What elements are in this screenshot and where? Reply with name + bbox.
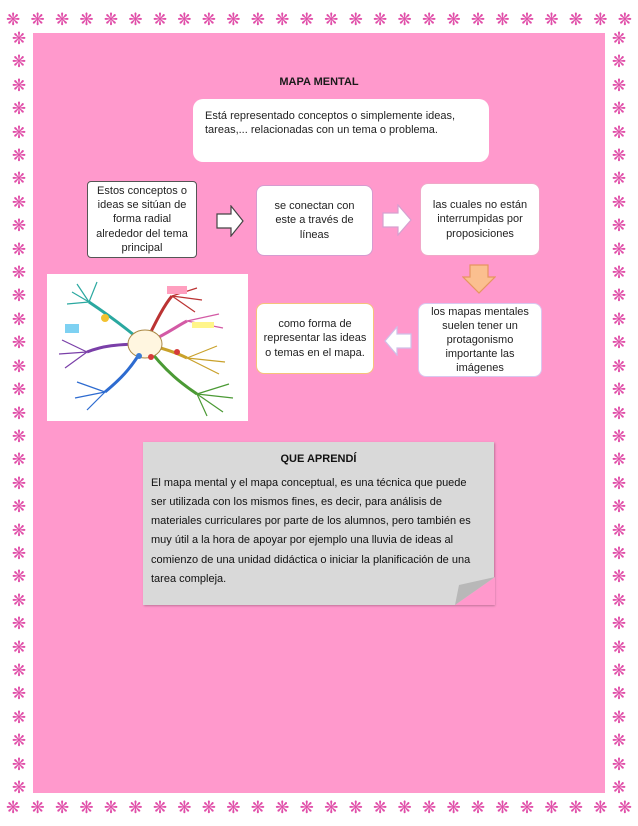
flower-icon: ❋	[373, 797, 388, 817]
flower-icon: ❋	[397, 797, 412, 817]
flower-icon: ❋	[11, 684, 27, 704]
flower-icon: ❋	[611, 614, 627, 634]
definition-text: Está representado conceptos o simplemente ideas, tareas,... relacionadas con un tema o problema.	[205, 110, 456, 137]
flower-icon: ❋	[11, 614, 27, 634]
flower-icon: ❋	[348, 797, 363, 817]
flower-icon: ❋	[299, 797, 314, 817]
flower-icon: ❋	[421, 797, 437, 817]
flower-icon: ❋	[611, 450, 627, 470]
flower-icon: ❋	[611, 52, 627, 72]
flower-icon: ❋	[11, 426, 27, 446]
flower-icon: ❋	[11, 356, 27, 376]
flower-icon: ❋	[152, 797, 168, 817]
flower-icon: ❋	[611, 684, 627, 704]
flower-icon: ❋	[11, 707, 27, 727]
flower-icon: ❋	[611, 567, 627, 587]
flower-icon: ❋	[11, 146, 27, 166]
flower-icon: ❋	[611, 707, 627, 727]
flower-icon: ❋	[11, 239, 27, 259]
decorative-border-top	[6, 8, 632, 30]
flower-icon: ❋	[11, 380, 27, 400]
concept-box-images	[418, 303, 542, 377]
concept-box-lines	[256, 185, 373, 256]
flower-icon: ❋	[611, 169, 627, 189]
flower-icon: ❋	[324, 797, 339, 817]
concept-box-propositions	[420, 183, 540, 256]
summary-body: El mapa mental y el mapa conceptual, es una técnica que puede ser utilizada con los mismos fines, es decir, para análisis de materiales curriculares por parte de los alumnos, pero también es muy útil a la hora de apoyar por ejemplo una lluvia de ideas al comienzo de una unidad didáctica o iniciar la planificación de una tarea compleja.	[151, 477, 471, 585]
flower-icon: ❋	[373, 9, 388, 29]
concept-text-propositions: las cuales no están interrumpidas por proposiciones	[432, 199, 528, 240]
flower-icon: ❋	[611, 29, 627, 48]
flower-icon: ❋	[617, 797, 632, 817]
flower-icon: ❋	[128, 9, 143, 29]
decorative-border-left	[8, 30, 30, 796]
flower-icon: ❋	[397, 9, 412, 29]
definition-box	[193, 99, 489, 162]
flower-icon: ❋	[421, 9, 437, 29]
mind-map-image	[47, 274, 248, 421]
flower-icon: ❋	[79, 9, 94, 29]
page-title: MAPA MENTAL	[279, 76, 359, 88]
flower-icon: ❋	[495, 797, 510, 817]
flower-icon: ❋	[177, 797, 192, 817]
flower-icon: ❋	[611, 637, 627, 657]
flower-icon: ❋	[593, 797, 608, 817]
flower-icon: ❋	[11, 450, 27, 470]
flower-icon: ❋	[11, 309, 27, 329]
flower-icon: ❋	[568, 9, 584, 29]
flower-icon: ❋	[11, 263, 27, 283]
flower-icon: ❋	[54, 797, 70, 817]
flower-icon: ❋	[611, 146, 627, 166]
flower-icon: ❋	[11, 754, 27, 774]
flower-icon: ❋	[6, 9, 21, 29]
flower-icon: ❋	[11, 99, 27, 119]
flower-icon: ❋	[201, 9, 216, 29]
flower-icon: ❋	[11, 29, 27, 48]
mind-map-illustration	[47, 274, 248, 421]
flower-icon: ❋	[611, 333, 627, 353]
concept-text-representation: como forma de representar las ideas o temas en el mapa.	[263, 318, 367, 359]
flower-icon: ❋	[611, 286, 627, 306]
flower-icon: ❋	[6, 797, 21, 817]
concept-text-images: los mapas mentales suelen tener un protagonismo importante las imágenes	[431, 305, 529, 375]
summary-heading: QUE APRENDÍ	[280, 453, 357, 465]
arrow-right-icon	[216, 205, 244, 237]
flower-icon: ❋	[11, 333, 27, 353]
folded-corner-icon	[455, 577, 495, 605]
summary-note	[143, 442, 494, 605]
flower-icon: ❋	[611, 754, 627, 774]
flower-icon: ❋	[617, 9, 632, 29]
flower-icon: ❋	[470, 9, 486, 29]
flower-icon: ❋	[30, 9, 45, 29]
flower-icon: ❋	[250, 9, 265, 29]
flower-icon: ❋	[11, 778, 27, 797]
decorative-border-bottom	[6, 796, 632, 818]
arrow-right-icon	[382, 204, 412, 236]
concept-text-lines: se conectan con este a través de líneas	[274, 200, 355, 241]
flower-icon: ❋	[611, 543, 627, 563]
flower-icon: ❋	[177, 9, 192, 29]
flower-icon: ❋	[611, 75, 627, 95]
flower-icon: ❋	[611, 356, 627, 376]
flower-icon: ❋	[226, 9, 241, 29]
flower-icon: ❋	[611, 122, 627, 142]
flower-icon: ❋	[611, 403, 627, 423]
flower-icon: ❋	[611, 520, 627, 540]
flower-icon: ❋	[611, 590, 627, 610]
decorative-border-right	[608, 30, 630, 796]
flower-icon: ❋	[11, 520, 27, 540]
flower-icon: ❋	[11, 660, 27, 680]
flower-icon: ❋	[250, 797, 265, 817]
flower-icon: ❋	[11, 286, 27, 306]
flower-icon: ❋	[30, 797, 45, 817]
flower-icon: ❋	[201, 797, 216, 817]
flower-icon: ❋	[275, 9, 290, 29]
flower-icon: ❋	[324, 9, 339, 29]
flower-icon: ❋	[11, 169, 27, 189]
flower-icon: ❋	[593, 9, 608, 29]
flower-icon: ❋	[495, 9, 510, 29]
flower-icon: ❋	[79, 797, 94, 817]
flower-icon: ❋	[11, 403, 27, 423]
flower-icon: ❋	[226, 797, 241, 817]
flower-icon: ❋	[11, 122, 27, 142]
flower-icon: ❋	[611, 660, 627, 680]
flower-icon: ❋	[544, 9, 559, 29]
flower-icon: ❋	[611, 473, 627, 493]
flower-icon: ❋	[519, 797, 535, 817]
flower-icon: ❋	[11, 192, 27, 212]
flower-icon: ❋	[611, 239, 627, 259]
flower-icon: ❋	[446, 797, 461, 817]
flower-icon: ❋	[103, 9, 119, 29]
flower-icon: ❋	[11, 497, 27, 517]
flower-icon: ❋	[611, 778, 627, 797]
flower-icon: ❋	[11, 216, 27, 236]
flower-icon: ❋	[611, 731, 627, 751]
concept-text-radial: Estos conceptos o ideas se sitúan de forma radial alrededor del tema principal	[96, 185, 188, 254]
flower-icon: ❋	[299, 9, 314, 29]
flower-icon: ❋	[611, 263, 627, 283]
concept-box-radial	[87, 181, 197, 258]
flower-icon: ❋	[275, 797, 290, 817]
arrow-down-icon	[462, 264, 496, 294]
flower-icon: ❋	[611, 426, 627, 446]
flower-icon: ❋	[128, 797, 143, 817]
flower-icon: ❋	[54, 9, 70, 29]
arrow-left-icon	[384, 326, 412, 356]
flower-icon: ❋	[11, 637, 27, 657]
flower-icon: ❋	[470, 797, 486, 817]
flower-icon: ❋	[11, 731, 27, 751]
flower-icon: ❋	[11, 590, 27, 610]
flower-icon: ❋	[152, 9, 168, 29]
flower-icon: ❋	[611, 192, 627, 212]
flower-icon: ❋	[103, 797, 119, 817]
flower-icon: ❋	[611, 99, 627, 119]
flower-icon: ❋	[11, 567, 27, 587]
flower-icon: ❋	[611, 497, 627, 517]
flower-icon: ❋	[611, 380, 627, 400]
flower-icon: ❋	[568, 797, 584, 817]
flower-icon: ❋	[519, 9, 535, 29]
flower-icon: ❋	[446, 9, 461, 29]
flower-icon: ❋	[544, 797, 559, 817]
flower-icon: ❋	[348, 9, 363, 29]
flower-icon: ❋	[611, 309, 627, 329]
concept-box-representation	[256, 303, 374, 374]
flower-icon: ❋	[11, 543, 27, 563]
flower-icon: ❋	[611, 216, 627, 236]
flower-icon: ❋	[11, 75, 27, 95]
flower-icon: ❋	[11, 473, 27, 493]
flower-icon: ❋	[11, 52, 27, 72]
